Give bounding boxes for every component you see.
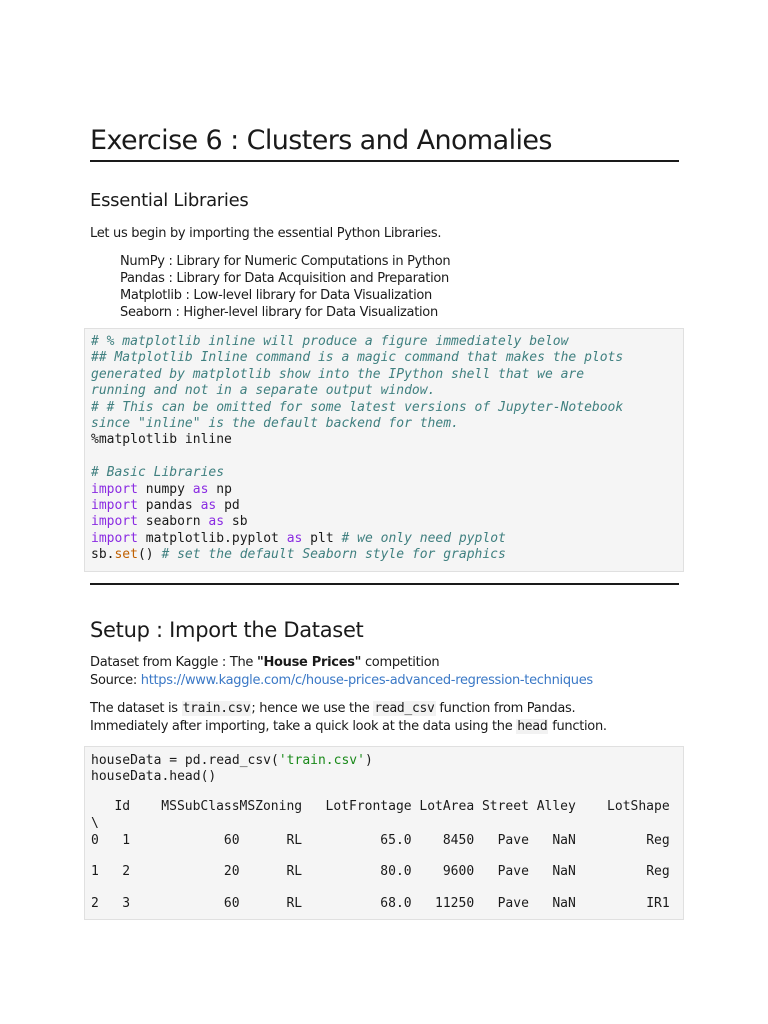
table-cell: Pave: [497, 833, 529, 848]
code-line: [91, 449, 677, 465]
code-keyword: as: [200, 497, 217, 513]
code-line: [91, 383, 677, 399]
dataset-prefix: Dataset from Kaggle : The: [90, 655, 257, 670]
dataset-source-text: [90, 654, 593, 690]
table-cell: RL: [286, 896, 303, 911]
dataset-suffix: competition: [361, 655, 440, 670]
code-token: set: [114, 547, 138, 563]
text-fragment: The dataset is: [90, 701, 182, 716]
table-cell: Reg: [646, 833, 670, 848]
code-keyword: import: [91, 497, 138, 513]
table-cell: 2: [122, 864, 131, 879]
inline-code-train-csv: train.csv: [182, 701, 251, 716]
code-line: [91, 482, 677, 498]
code-token: (): [137, 547, 162, 563]
table-cell: IR1: [646, 896, 670, 911]
table-cell: Reg: [646, 864, 670, 879]
code-comment: ## Matplotlib Inline command is a magic command that makes the plots: [91, 350, 624, 366]
code-token: numpy: [137, 481, 193, 497]
line-continuation: \: [91, 816, 99, 831]
section-heading-setup: Setup : Import the Dataset: [90, 618, 364, 642]
column-header: LotFrontage: [325, 799, 412, 814]
column-header: Alley: [536, 799, 576, 814]
table-cell: RL: [286, 833, 303, 848]
table-cell: RL: [286, 864, 303, 879]
code-line: [91, 547, 677, 563]
code-line: [91, 531, 677, 547]
code-line: houseData.head(): [91, 769, 217, 784]
table-cell: Pave: [497, 864, 529, 879]
code-token: pandas: [137, 497, 201, 513]
code-line: [91, 334, 677, 350]
table-row: [91, 864, 681, 884]
code-cell-read-data[interactable]: [84, 746, 684, 920]
code-comment: # set the default Seaborn style for graphics: [161, 547, 506, 563]
column-header: LotArea: [419, 799, 475, 814]
code-line: [91, 753, 373, 768]
table-cell: NaN: [552, 864, 576, 879]
table-cell: 68.0: [380, 896, 412, 911]
column-header: LotShape: [607, 799, 670, 814]
intro-text: Let us begin by importing the essential Python Libraries.: [90, 226, 442, 241]
column-header: MSSubClass: [161, 799, 240, 814]
table-cell: 11250: [435, 896, 475, 911]
library-list: [120, 253, 450, 321]
code-token: plt: [302, 530, 342, 546]
table-cell: 9600: [442, 864, 475, 879]
table-cell: NaN: [552, 896, 576, 911]
code-token: seaborn: [137, 514, 209, 530]
code-keyword: import: [91, 530, 138, 546]
horizontal-rule: [90, 583, 679, 585]
row-index: 2: [91, 896, 99, 911]
code-comment: running and not in a separate output window.: [91, 383, 436, 399]
code-keyword: import: [91, 514, 138, 530]
table-cell: 65.0: [380, 833, 412, 848]
code-comment: since "inline" is the default backend for them.: [91, 415, 459, 431]
code-comment: # % matplotlib inline will produce a figure immediately below: [91, 334, 569, 349]
library-item: Matplotlib : Low-level library for Data Visualization: [120, 288, 433, 303]
code-token: %matplotlib inline: [91, 432, 232, 448]
dataset-description: [90, 700, 607, 736]
inline-code-read-csv: read_csv: [374, 701, 435, 716]
column-header: Id: [114, 799, 131, 814]
table-cell: Pave: [497, 896, 529, 911]
code-comment: # # This can be omitted for some latest versions of Jupyter-Notebook: [91, 399, 624, 415]
row-index: 0: [91, 833, 99, 848]
code-string: 'train.csv': [278, 753, 365, 768]
dataset-name: "House Prices": [256, 655, 362, 670]
section-heading-essential-libraries: Essential Libraries: [90, 190, 249, 211]
code-line: [91, 400, 677, 416]
library-item: Pandas : Library for Data Acquisition and Preparation: [120, 271, 449, 286]
code-keyword: as: [286, 530, 303, 546]
column-header: MSZoning: [239, 799, 303, 814]
text-fragment: Immediately after importing, take a quick look at the data using the: [90, 719, 517, 734]
table-row: [91, 896, 681, 916]
source-label: Source:: [90, 673, 141, 688]
table-cell: 1: [122, 833, 131, 848]
code-line: [91, 432, 677, 448]
code-keyword: import: [91, 481, 138, 497]
code-token: ): [364, 753, 373, 768]
code-token: sb: [224, 514, 248, 530]
code-keyword: as: [192, 481, 209, 497]
code-line: [91, 465, 677, 481]
library-item: Seaborn : Higher-level library for Data Visualization: [120, 305, 438, 320]
source-link[interactable]: https://www.kaggle.com/c/house-prices-advanced-regression-techniques: [140, 673, 593, 688]
table-cell: 3: [122, 896, 131, 911]
table-header-row: [91, 799, 681, 819]
code-line: [91, 367, 677, 383]
code-token: sb.: [91, 547, 115, 563]
table-cell: 80.0: [380, 864, 412, 879]
code-token: pd: [216, 497, 240, 513]
inline-code-head: head: [517, 719, 548, 734]
code-comment: generated by matplotlib show into the IPython shell that we are: [91, 366, 585, 382]
column-header: Street: [481, 799, 529, 814]
table-cell: NaN: [552, 833, 576, 848]
table-cell: 60: [223, 833, 240, 848]
code-keyword: as: [208, 514, 225, 530]
table-row: [91, 833, 681, 853]
library-item: NumPy : Library for Numeric Computations in Python: [120, 254, 451, 269]
page-title: Exercise 6 : Clusters and Anomalies: [90, 124, 679, 162]
code-comment: # we only need pyplot: [341, 530, 506, 546]
code-comment: # Basic Libraries: [91, 465, 225, 481]
text-fragment: function from Pandas.: [435, 701, 576, 716]
text-fragment: function.: [548, 719, 607, 734]
code-line: [91, 350, 677, 366]
code-cell-libraries[interactable]: [84, 328, 684, 572]
row-index: 1: [91, 864, 99, 879]
code-line: [91, 416, 677, 432]
code-line: [91, 498, 677, 514]
code-token: matplotlib.pyplot: [137, 530, 287, 546]
code-line: [91, 514, 677, 530]
table-cell: 60: [223, 896, 240, 911]
table-cell: 20: [223, 864, 240, 879]
table-cell: 8450: [442, 833, 475, 848]
code-token: np: [208, 481, 232, 497]
text-fragment: ; hence we use the: [251, 701, 374, 716]
code-token: houseData = pd.read_csv(: [91, 753, 279, 768]
